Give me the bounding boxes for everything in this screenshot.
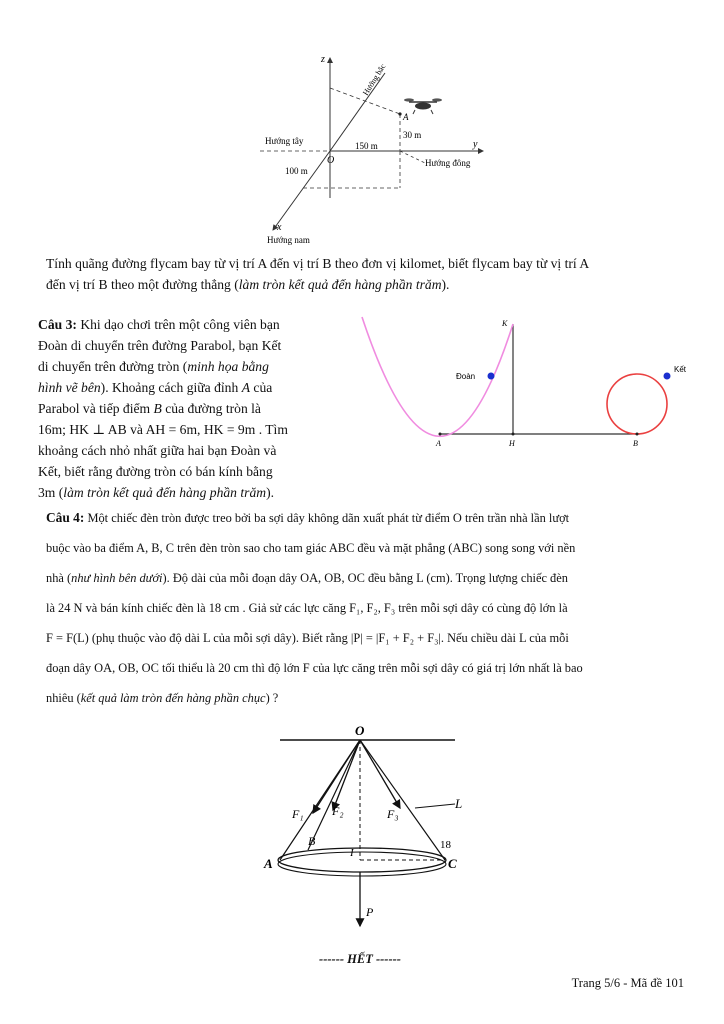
x-label: x: [277, 222, 282, 233]
point-a-label: A: [403, 112, 409, 122]
q2-line-1: Tính quãng đường flycam bay từ vị trí A đến vị trí B theo đơn vị kilomet, biết flycam bay từ vị trí A: [46, 256, 590, 271]
q4-text: Câu 4: Một chiếc đèn tròn được treo bởi ba sợi dây không dãn xuất phát từ điểm O trên trần nhà lần lượt buộc vào ba điểm A, B, C trên đèn tròn sao cho tam giác ABC đều và mặt phẳng (ABC) song song với nền nhà (như hình bên dưới). Độ dài của mỗi đoạn dây OA, OB, OC đều bằng L (cm). Trọng lượng chiếc đèn là 24 N và bán kính chiếc đèn là 18 cm . Giả sử các lực căng F₁, F₂, F₃ trên mỗi sợi dây có cùng độ lớn là F = F(L) (phụ thuộc vào độ dài L của mỗi sợi dây). Biết rằng |P| = |F₁ + F₂ + F₃|. Nếu chiều dài L của mỗi đoạn dây OA, OB, OC tối thiểu là 20 cm thì độ lớn F của lực căng trên mỗi sợi dây có giá trị lớn nhất là bao nhiêu (kết quả làm tròn đến hàng phần chục) ?: [46, 510, 583, 705]
z-label: z: [321, 54, 325, 65]
q4-label: Câu 4:: [46, 510, 85, 525]
dist-100-label: 100 m: [285, 166, 308, 176]
f2-label: F₂: [332, 804, 344, 818]
circle-path: [607, 374, 667, 434]
b-label: B: [308, 834, 316, 848]
h-label: H: [509, 439, 515, 448]
f3-label: F₃: [387, 807, 399, 821]
drone-icon: [404, 98, 442, 114]
doan-point: [488, 373, 495, 380]
origin-label: O: [327, 155, 335, 166]
c-label: C: [448, 856, 457, 871]
north-label: Hướng bắc: [361, 62, 388, 98]
doan-label: Đoàn: [456, 372, 476, 381]
east-label: Hướng đông: [425, 158, 471, 168]
q3-label: Câu 3:: [38, 317, 77, 332]
p-label: P: [366, 905, 374, 919]
flycam-3d-figure: [255, 48, 495, 248]
end-marker: ------ HẾT ------: [319, 952, 401, 966]
b-label: B: [633, 439, 638, 448]
l-label: L: [455, 796, 463, 811]
parabola-circle-figure: [350, 312, 700, 452]
radius-label: 18: [440, 839, 451, 851]
a-label: A: [264, 856, 273, 871]
west-label: Hướng tây: [265, 136, 304, 146]
q3-text: Câu 3: Khi dạo chơi trên một công viên bạn Đoàn di chuyển trên đường Parabol, bạn Kết di chuyển trên đường tròn (minh họa bằng hình vẽ bên). Khoảng cách giữa đỉnh A của Parabol và tiếp điểm B của đường tròn là 16m; HK ⊥ AB và AH = 6m, HK = 9m . Tìm khoảng cách nhỏ nhất giữa hai bạn Đoàn và Kết, biết rằng đường tròn có bán kính bằng 3m (làm tròn kết quả đến hàng phần trăm).: [38, 317, 288, 500]
k-label: K: [502, 319, 508, 328]
o-label: O: [355, 723, 365, 738]
ket-label: Kết: [674, 365, 687, 374]
ket-point: [664, 373, 671, 380]
south-label: Hướng nam: [267, 235, 310, 245]
y-label: y: [473, 139, 478, 150]
i-label: I: [350, 847, 354, 859]
f1-label: F₁: [292, 807, 304, 821]
q2-line-2: đến vị trí B theo một đường thẳng (làm tròn kết quả đến hàng phần trăm).: [46, 277, 450, 292]
hanging-lamp-figure: [250, 720, 470, 940]
dist-150-label: 150 m: [355, 141, 378, 151]
page-footer: Trang 5/6 - Mã đề 101: [571, 976, 684, 990]
dist-30-label: 30 m: [403, 130, 422, 140]
a-label: A: [436, 439, 441, 448]
